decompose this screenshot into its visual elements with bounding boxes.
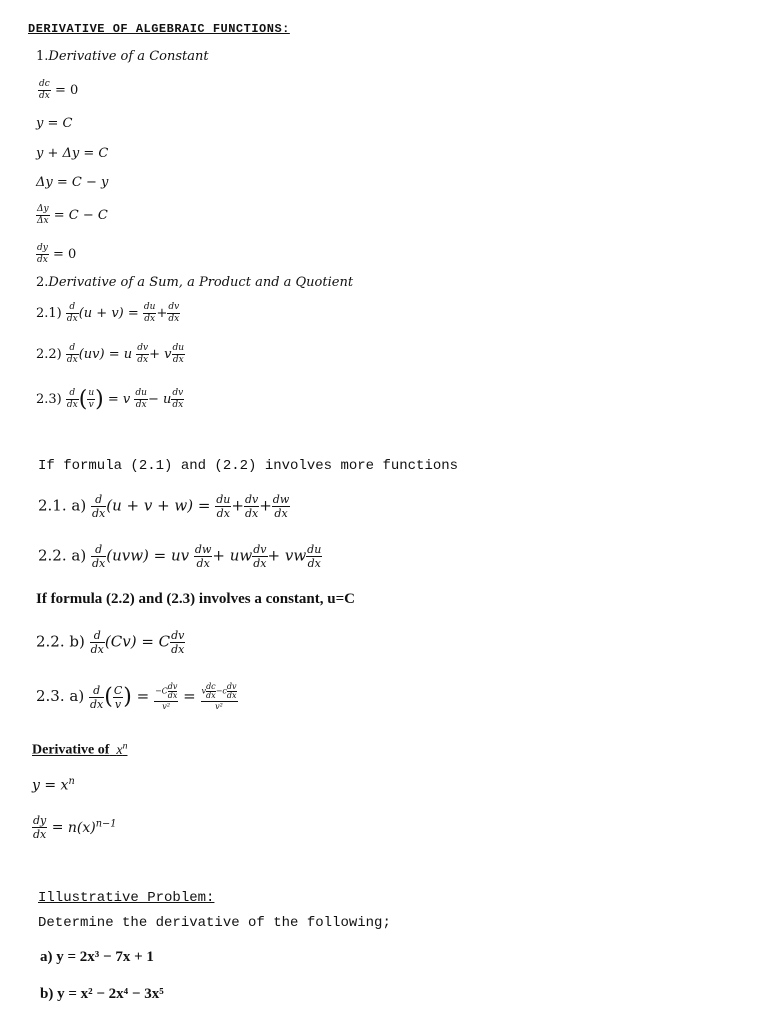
formula-2-2-label: 2.2) <box>36 347 62 362</box>
formula-2-3-a: 2.3. a) $\frac{d}{dx}$ ( $\frac{C}{v}$ ) = −C $\frac{dv}{dx}$ v² = v $\frac{dc}{dx}$ −c $\frac{dv}{dx}$ v² <box>36 682 237 711</box>
section2-heading-text: Derivative of a Sum, a Product and a Quotient <box>48 275 354 290</box>
formula-2-3-a-label: 2.3. a) <box>36 687 85 705</box>
section2-heading-num: 2. <box>36 275 49 290</box>
problem-a-label: a) <box>40 949 53 965</box>
illustrative-instruction: Determine the derivative of the following; <box>38 915 391 931</box>
eq-dy-dx-0: $\frac{dy}{dx}$ = 0 <box>37 243 77 265</box>
formula-2-1-a-label: 2.1. a) <box>38 496 87 515</box>
formula-2-2-b: 2.2. b) $\frac{d}{dx}$ (Cv) = C $\frac{dv}{dx}$ <box>36 629 185 656</box>
problem-b-text: y = x² − 2x⁴ − 3x⁵ <box>57 986 164 1002</box>
formula-2-1-label: 2.1) <box>36 306 62 321</box>
section1-heading-num: 1. <box>36 49 49 64</box>
eq-y-c: y = C <box>36 116 73 131</box>
formula-2-3-label: 2.3) <box>36 392 62 407</box>
eq-dy-c-y: Δy = C − y <box>36 175 109 190</box>
eq-y-xn: $y = x^n$ <box>32 776 75 794</box>
formula-2-2: 2.2) $\frac{d}{dx}$ (uv) = u $\frac{dv}{dx}$ + v $\frac{du}{dx}$ <box>36 343 185 365</box>
formula-2-2-a-label: 2.2. a) <box>38 546 87 565</box>
problem-a-text: y = 2x³ − 7x + 1 <box>56 949 154 965</box>
power-rule-heading-text: Derivative of <box>32 742 110 758</box>
section2-heading <box>36 275 353 290</box>
eq-y-dy-c: y + Δy = C <box>36 146 109 161</box>
note-more-functions: If formula (2.1) and (2.2) involves more functions <box>38 458 459 474</box>
section1-heading-text: Derivative of a Constant <box>48 49 209 64</box>
illustrative-title: Illustrative Problem: <box>38 890 215 906</box>
problem-a <box>40 949 154 966</box>
problem-b-label: b) <box>40 986 54 1002</box>
section1-heading <box>36 49 209 64</box>
eq-dy-dx-power: $\frac{dy}{dx}$ = $n(x)^{n-1}$ <box>33 814 117 841</box>
formula-2-3: 2.3) $\frac{d}{dx}$ ( $\frac{u}{v}$ ) = v $\frac{du}{dx}$ − u $\frac{dv}{dx}$ <box>36 387 184 412</box>
note-constant: If formula (2.2) and (2.3) involves a constant, u=C <box>36 591 355 607</box>
page-title: DERIVATIVE OF ALGEBRAIC FUNCTIONS: <box>28 22 290 36</box>
eq-dc-dx: $\frac{dc}{dx}$ = 0 <box>39 79 79 101</box>
formula-2-2-b-label: 2.2. b) <box>36 632 85 651</box>
problem-b <box>40 986 164 1003</box>
eq-y-xn-text: y = x <box>32 777 69 794</box>
formula-2-1-a: 2.1. a) $\frac{d}{dx}$ (u + v + w) = $\frac{du}{dx}$ + $\frac{dv}{dx}$ + $\frac{dw}{dx}$ <box>38 493 290 520</box>
formula-2-1: 2.1) $\frac{d}{dx}$ (u + v) = $\frac{du}{dx}$ + $\frac{dv}{dx}$ <box>36 302 180 324</box>
eq-dy-dx-c-c: $\frac{\Delta y}{\Delta x}$ = C − C <box>37 204 108 226</box>
power-rule-heading: Derivative of $x^n$ <box>32 740 128 758</box>
formula-2-2-a: 2.2. a) $\frac{d}{dx}$ (uvw) = uv $\frac{dw}{dx}$ + uw $\frac{dv}{dx}$ + vw $\frac{du}{dx}$ <box>38 543 322 570</box>
